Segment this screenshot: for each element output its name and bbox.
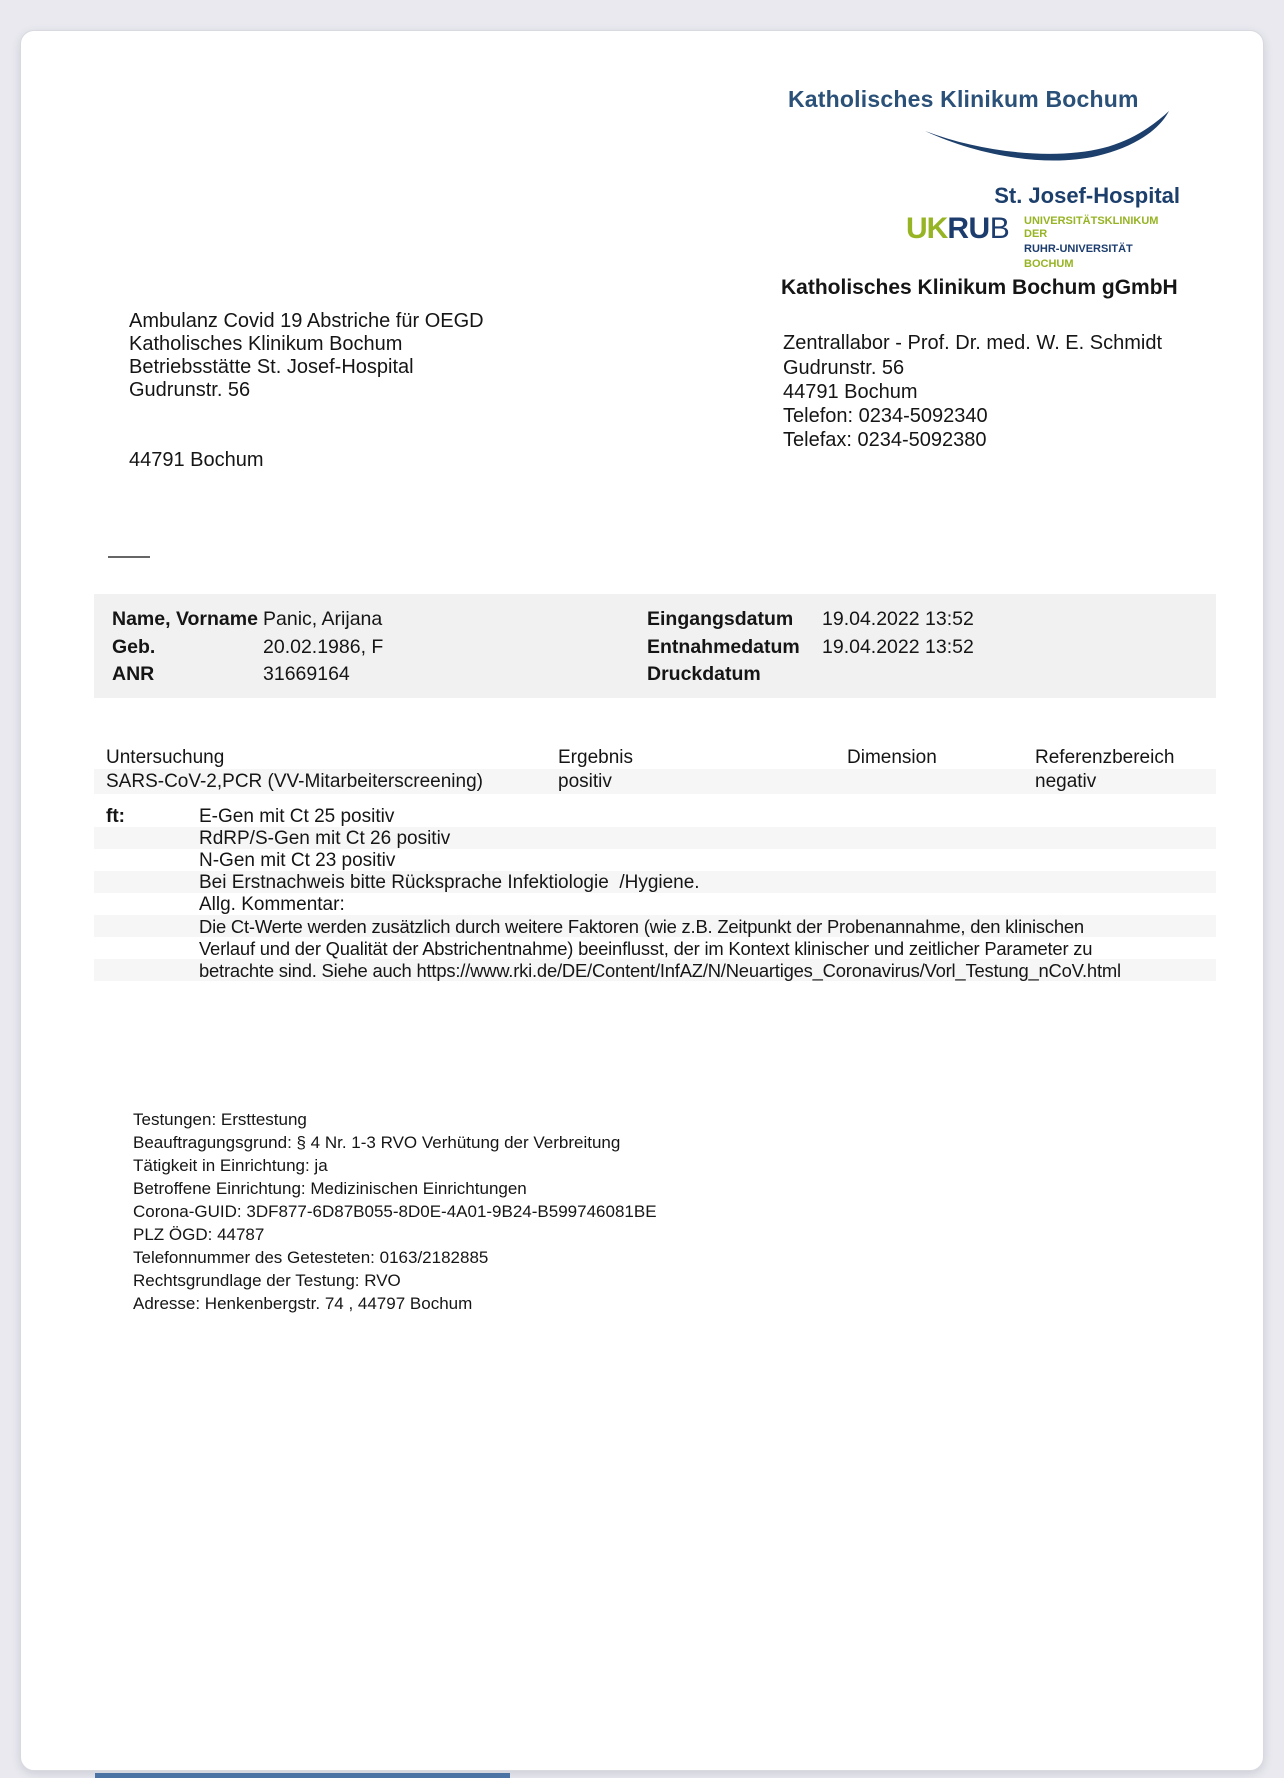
result-value: positiv (558, 771, 612, 792)
footnote-comment-line: Verlauf und der Qualität der Abstrichentnahme) beeinflusst, der im Kontext klinischer und zeitlicher Parameter zu (199, 938, 1093, 959)
ukrub-b: B (989, 212, 1010, 245)
hospital-name: St. Josef-Hospital (994, 183, 1180, 208)
detail-telefonnummer: Telefonnummer des Getesteten: 0163/2182885 (133, 1248, 489, 1267)
col-header-dimension: Dimension (847, 747, 937, 768)
col-header-untersuchung: Untersuchung (106, 747, 225, 768)
lab-address-line: Zentrallabor - Prof. Dr. med. W. E. Schmidt (783, 332, 1163, 354)
col-header-ergebnis: Ergebnis (558, 747, 633, 768)
sample-date-value: 19.04.2022 13:52 (822, 636, 974, 658)
lab-fax: Telefax: 0234-5092380 (783, 429, 987, 451)
university-caption-line2: RUHR-UNIVERSITÄT BOCHUM (1024, 243, 1133, 270)
sender-address-line: Gudrunstr. 56 (129, 379, 251, 401)
lab-address-line: Gudrunstr. 56 (783, 357, 905, 379)
footnote-kommentar-label: Allg. Kommentar: (199, 894, 345, 915)
received-date-value: 19.04.2022 13:52 (822, 608, 974, 630)
footnote-label: ft: (106, 806, 125, 827)
bottom-accent-bar (95, 1773, 510, 1778)
university-caption-line1: UNIVERSITÄTSKLINIKUM DER (1024, 215, 1159, 240)
footnote-comment-url-line: betrachte sind. Siehe auch https://www.rki.de/DE/Content/InfAZ/N/Neuartiges_Coronavirus/Vorl_Testung_nCoV.html (199, 960, 1121, 981)
ukrub-ru: RU (947, 212, 990, 245)
sender-city: 44791 Bochum (129, 449, 264, 471)
patient-dob-value: 20.02.1986, F (263, 636, 384, 658)
patient-dob-label: Geb. (112, 636, 156, 658)
ukrub-uk: UK (906, 212, 948, 245)
patient-anr-label: ANR (112, 663, 155, 685)
fold-mark (108, 556, 150, 558)
footnote-egen: E-Gen mit Ct 25 positiv (199, 806, 395, 827)
detail-taetigkeit: Tätigkeit in Einrichtung: ja (133, 1156, 328, 1175)
lab-address-line: 44791 Bochum (783, 381, 918, 403)
clinic-logo-title: Katholisches Klinikum Bochum (788, 86, 1139, 112)
sender-address-line: Betriebsstätte St. Josef-Hospital (129, 356, 414, 378)
logo-swoosh-icon (925, 110, 1169, 162)
detail-testungen: Testungen: Ersttestung (133, 1110, 307, 1129)
col-header-referenzbereich: Referenzbereich (1035, 747, 1175, 768)
patient-name-label: Name, Vorname (112, 608, 258, 630)
footnote-erstnachweis: Bei Erstnachweis bitte Rücksprache Infektiologie /Hygiene. (199, 872, 700, 893)
university-caption (1024, 215, 1180, 271)
footnote-comment-line: Die Ct-Werte werden zusätzlich durch weitere Faktoren (wie z.B. Zeitpunkt der Probenannahme, den klinischen (199, 916, 1084, 937)
result-reference: negativ (1035, 771, 1097, 792)
footnote-rdrp: RdRP/S-Gen mit Ct 26 positiv (199, 828, 451, 849)
received-date-label: Eingangsdatum (647, 608, 794, 630)
footnote-ngen: N-Gen mit Ct 23 positiv (199, 850, 396, 871)
detail-einrichtung: Betroffene Einrichtung: Medizinischen Einrichtungen (133, 1179, 527, 1198)
ukrub-logo (906, 212, 1010, 248)
patient-anr-value: 31669164 (263, 663, 350, 685)
sample-date-label: Entnahmedatum (647, 636, 800, 658)
sender-address-line: Katholisches Klinikum Bochum (129, 333, 403, 355)
detail-plz-oegd: PLZ ÖGD: 44787 (133, 1225, 265, 1244)
lab-heading: Katholisches Klinikum Bochum gGmbH (781, 276, 1178, 299)
sender-address-line: Ambulanz Covid 19 Abstriche für OEGD (129, 310, 484, 332)
print-date-label: Druckdatum (647, 663, 761, 685)
detail-rechtsgrundlage: Rechtsgrundlage der Testung: RVO (133, 1271, 401, 1290)
detail-adresse: Adresse: Henkenbergstr. 74 , 44797 Bochum (133, 1294, 473, 1313)
detail-beauftragungsgrund: Beauftragungsgrund: § 4 Nr. 1-3 RVO Verhütung der Verbreitung (133, 1133, 621, 1152)
detail-corona-guid: Corona-GUID: 3DF877-6D87B055-8D0E-4A01-9B24-B599746081BE (133, 1202, 657, 1221)
lab-phone: Telefon: 0234-5092340 (783, 405, 988, 427)
patient-name-value: Panic, Arijana (263, 608, 383, 630)
result-test-name: SARS-CoV-2,PCR (VV-Mitarbeiterscreening) (106, 771, 483, 792)
